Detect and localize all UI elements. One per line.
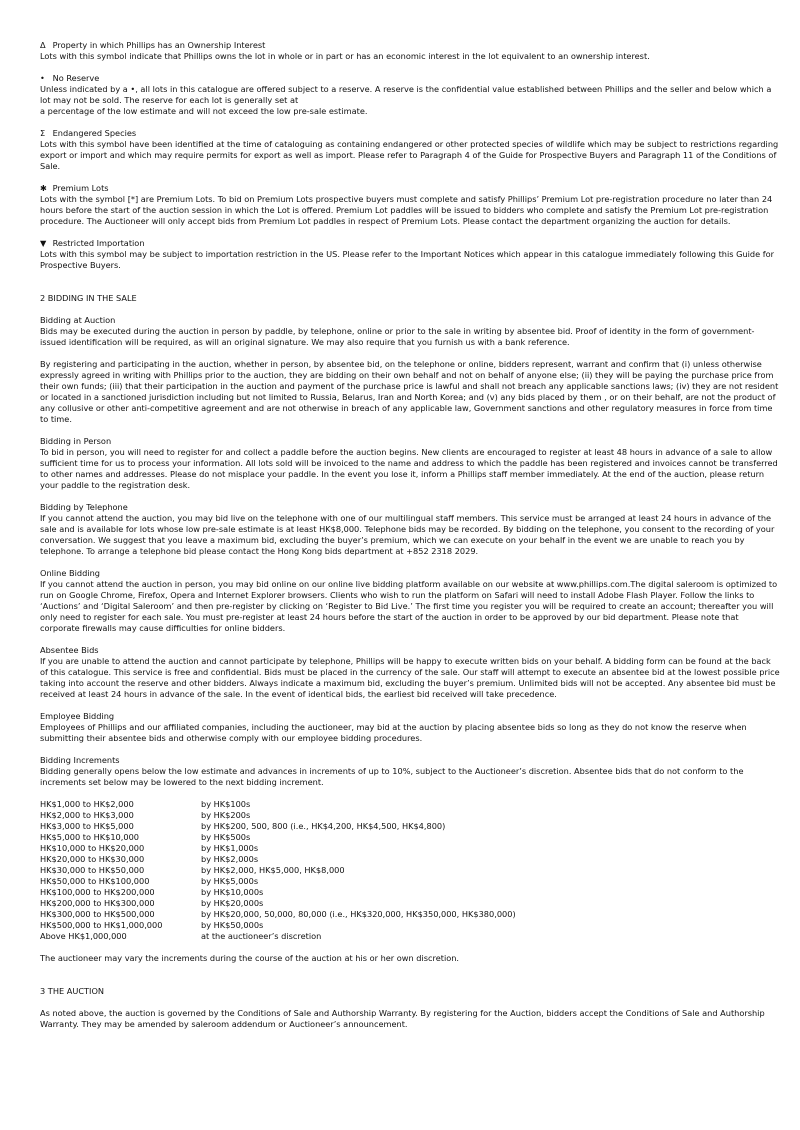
subheading: Employee Bidding (40, 711, 115, 721)
paragraph: If you cannot attend the auction, you may bid live on the telephone with one of our multilingual staff members. This service must be arranged at least 24 hours in advance of the sale and is available for lots whose low pre-sale estimate is at least HK$8,000. Telephone bids may be recorded. By bidding on the telephone, you consent to the recording of your conversation. We suggest that you leave a maximum bid, excluding the buyer’s premium, which we can execute on your behalf in the event we are unable to reach you by telephone. To arrange a telephone bid please contact the Hong Kong bids department at +852 2318 2029. (40, 513, 775, 556)
increment-step: by HK$2,000s (201, 854, 259, 864)
document-page (40, 40, 780, 1030)
symbol-text-continued: a percentage of the low estimate and will not exceed the low pre-sale estimate. (40, 106, 368, 116)
increment-step: by HK$2,000, HK$5,000, HK$8,000 (201, 865, 345, 875)
increment-step: by HK$500s (201, 832, 251, 842)
increment-step: by HK$50,000s (201, 920, 264, 930)
subheading: Online Bidding (40, 568, 100, 578)
symbol-text: Unless indicated by a •, all lots in this catalogue are offered subject to a reserve. A reserve is the confidential value established between Phillips and the seller and below which a lot may not be sold. The reserve for each lot is generally set at (40, 84, 772, 105)
increment-step: by HK$10,000s (201, 887, 264, 897)
section-title: 2 BIDDING IN THE SALE (40, 293, 137, 303)
symbol-ownership (40, 40, 780, 62)
symbol-restricted (40, 238, 780, 271)
table-row (40, 931, 516, 942)
increment-step: by HK$200s (201, 810, 251, 820)
increment-step: at the auctioneer’s discretion (201, 931, 322, 941)
symbol-text: Lots with this symbol have been identified at the time of cataloguing as containing endangered or other protected species of wildlife which may be subject to restrictions regarding export or import and which may require permits for export as well as import. Please refer to Paragraph 4 of the Guide for Prospective Buyers and Paragraph 11 of the Conditions of Sale. (40, 139, 779, 171)
asterisk-icon: ✱ (40, 183, 47, 193)
triangle-down-icon: ▼ (40, 238, 47, 248)
subheading: Bidding Increments (40, 755, 120, 765)
bullet-icon: • (40, 73, 45, 83)
sigma-icon: Σ (40, 128, 46, 138)
table-row (40, 865, 516, 876)
paragraph: If you are unable to attend the auction and cannot participate by telephone, Phillips will be happy to execute written bids on your behalf. A bidding form can be found at the back of this catalogue. This service is free and confidential. Bids must be placed in the currency of the sale. Our staff will attempt to execute an absentee bid at the lowest possible price taking into account the reserve and other bidders. Always indicate a maximum bid, excluding the buyer’s premium. Unlimited bids will not be accepted. Any absentee bid must be received at least 24 hours in advance of the sale. In the event of identical bids, the earliest bid received will take precedence. (40, 656, 780, 699)
increment-range: HK$30,000 to HK$50,000 (40, 865, 145, 875)
increment-step: by HK$5,000s (201, 876, 259, 886)
paragraph: By registering and participating in the auction, whether in person, by absentee bid, on the telephone or online, bidders represent, warrant and confirm that (i) unless otherwise expressly agreed in writing with Phillips prior to the auction, they are bidding on their own behalf and not on behalf of anyone else; (ii) they will be paying the purchase price from their own funds; (iii) that their participation in the auction and payment of the purchase price is lawful and shall not breach any applicable sanctions laws; (iv) they are not resident or located in a sanctioned jurisdiction including but not limited to Russia, Belarus, Iran and North Korea; and (v) any bids placed by them , or on their behalf, are not the product of any collusive or other anti-competitive agreement and are not otherwise in breach of any applicable law, Government sanctions and other regulatory measures in force from time to time. (40, 359, 779, 424)
symbol-text: Lots with this symbol indicate that Phillips owns the lot in whole or in part or has an economic interest in the lot equivalent to an ownership interest. (40, 51, 650, 61)
increment-range: HK$5,000 to HK$10,000 (40, 832, 139, 842)
table-row (40, 898, 516, 909)
paragraph: Bidding generally opens below the low estimate and advances in increments of up to 10%, subject to the Auctioneer’s discretion. Absentee bids that do not conform to the increments set below may be lowered to the next bidding increment. (40, 766, 744, 787)
table-row (40, 799, 516, 810)
increment-range: HK$3,000 to HK$5,000 (40, 821, 134, 831)
paragraph: As noted above, the auction is governed by the Conditions of Sale and Authorship Warranty. By registering for the Auction, bidders accept the Conditions of Sale and Authorship Warranty. They may be amended by saleroom addendum or Auctioneer’s announcement. (40, 1008, 765, 1029)
symbol-title: No Reserve (52, 73, 100, 83)
subheading: Bidding by Telephone (40, 502, 128, 512)
section-title: 3 THE AUCTION (40, 986, 105, 996)
subheading: Bidding in Person (40, 436, 112, 446)
paragraph: If you cannot attend the auction in person, you may bid online on our online live bidding platform available on our website at www.phillips.com.The digital saleroom is optimized to run on Google Chrome, Firefox, Opera and Internet Explorer browsers. Clients who wish to run the platform on Safari will need to install Adobe Flash Player. Follow the links to ‘Auctions’ and ‘Digital Saleroom’ and then pre-register by clicking on ‘Register to Bid Live.’ The first time you register you will be required to create an account; thereafter you will only need to register for each sale. You must pre-register at least 24 hours before the start of the auction in order to be approved by our bid department. Please note that corporate firewalls may cause difficulties for online bidders. (40, 579, 778, 633)
table-row (40, 810, 516, 821)
table-row (40, 832, 516, 843)
table-row (40, 854, 516, 865)
increment-range: HK$10,000 to HK$20,000 (40, 843, 145, 853)
increment-range: Above HK$1,000,000 (40, 931, 127, 941)
increment-range: HK$20,000 to HK$30,000 (40, 854, 145, 864)
table-row (40, 920, 516, 931)
subheading: Absentee Bids (40, 645, 99, 655)
increment-step: by HK$20,000, 50,000, 80,000 (i.e., HK$320,000, HK$350,000, HK$380,000) (201, 909, 516, 919)
paragraph: Employees of Phillips and our affiliated companies, including the auctioneer, may bid at the auction by placing absentee bids so long as they do not know the reserve when submitting their absentee bids and otherwise comply with our employee bidding procedures. (40, 722, 747, 743)
increment-range: HK$300,000 to HK$500,000 (40, 909, 155, 919)
symbol-title: Property in which Phillips has an Ownership Interest (52, 40, 266, 50)
delta-icon: Δ (40, 40, 46, 50)
increment-range: HK$200,000 to HK$300,000 (40, 898, 155, 908)
table-row (40, 887, 516, 898)
table-row (40, 821, 516, 832)
table-row (40, 909, 516, 920)
table-row (40, 876, 516, 887)
paragraph: Bids may be executed during the auction in person by paddle, by telephone, online or prior to the sale in writing by absentee bid. Proof of identity in the form of government-issued identification will be required, as will an original signature. We may also require that you furnish us with a bank reference. (40, 326, 755, 347)
increment-range: HK$50,000 to HK$100,000 (40, 876, 150, 886)
increment-range: HK$100,000 to HK$200,000 (40, 887, 155, 897)
table-row (40, 843, 516, 854)
symbol-text: Lots with the symbol [*] are Premium Lots. To bid on Premium Lots prospective buyers must complete and satisfy Phillips’ Premium Lot pre-registration procedure no later than 24 hours before the start of the auction session in which the Lot is offered. Premium Lot paddles will be issued to bidders who complete and satisfy the Premium Lot pre-registration procedure. The Auctioneer will only accept bids from Premium Lot paddles in respect of Premium Lots. Please contact the department organizing the auction for details. (40, 194, 773, 226)
increment-step: by HK$200, 500, 800 (i.e., HK$4,200, HK$4,500, HK$4,800) (201, 821, 446, 831)
increment-step: by HK$100s (201, 799, 251, 809)
increments-table (40, 799, 516, 942)
symbol-no-reserve (40, 73, 780, 117)
increment-range: HK$500,000 to HK$1,000,000 (40, 920, 163, 930)
increment-step: by HK$1,000s (201, 843, 259, 853)
symbol-premium-lots (40, 183, 780, 227)
symbol-text: Lots with this symbol may be subject to importation restriction in the US. Please refer to the Important Notices which appear in this catalogue immediately following this Guide for Prospective Buyers. (40, 249, 775, 270)
increment-step: by HK$20,000s (201, 898, 264, 908)
increments-note: The auctioneer may vary the increments during the course of the auction at his or her own discretion. (40, 953, 460, 963)
symbol-title: Restricted Importation (52, 238, 145, 248)
subheading: Bidding at Auction (40, 315, 116, 325)
increment-range: HK$1,000 to HK$2,000 (40, 799, 134, 809)
symbol-title: Endangered Species (52, 128, 137, 138)
increment-range: HK$2,000 to HK$3,000 (40, 810, 134, 820)
symbol-title: Premium Lots (52, 183, 109, 193)
symbol-endangered (40, 128, 780, 172)
paragraph: To bid in person, you will need to register for and collect a paddle before the auction begins. New clients are encouraged to register at least 48 hours in advance of a sale to allow sufficient time for us to process your information. All lots sold will be invoiced to the name and address to which the paddle has been registered and invoices cannot be transferred to other names and addresses. Please do not misplace your paddle. In the event you lose it, inform a Phillips staff member immediately. At the end of the auction, please return your paddle to the registration desk. (40, 447, 778, 490)
